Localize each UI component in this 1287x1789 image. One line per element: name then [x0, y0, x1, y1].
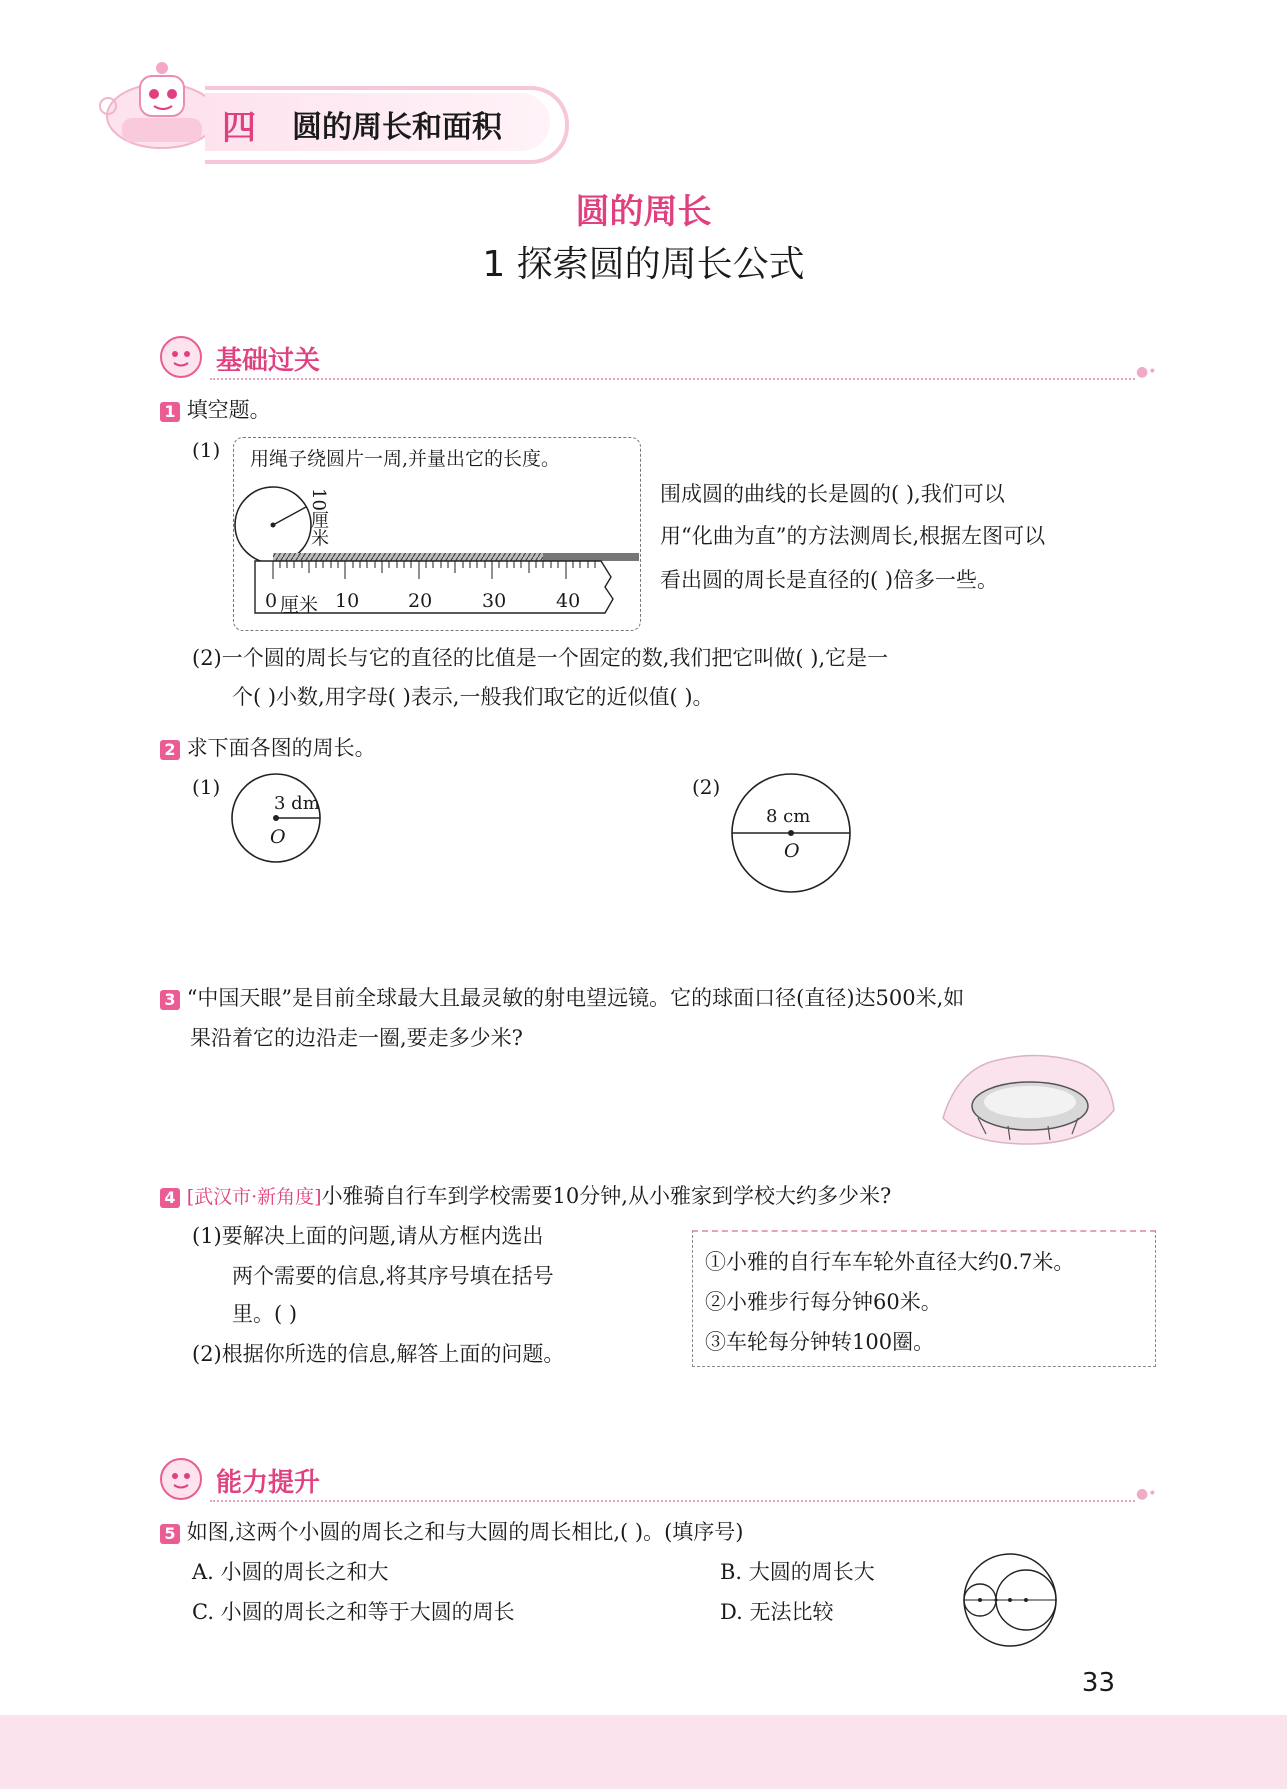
q2-fig1-center: O: [270, 826, 286, 848]
q1-title: 填空题。: [186, 398, 271, 422]
q2-circle-diameter-figure: [730, 772, 854, 900]
ruler-tick-20: 20: [408, 590, 433, 612]
q1-number: 1: [160, 402, 180, 422]
q4-part1-line2: 两个需要的信息,将其序号填在括号: [232, 1264, 554, 1288]
q2-circle-radius-figure: [230, 772, 326, 872]
divider-dots-icon-2: ●•: [1136, 1486, 1157, 1502]
q1-part1-line3: 看出圆的周长是直径的( )倍多一些。: [660, 568, 999, 592]
q5-option-b: B. 大圆的周长大: [720, 1560, 875, 1584]
q4-part1-line3: 里。( ): [232, 1302, 298, 1326]
q4-part2: (2)根据你所选的信息,解答上面的问题。: [192, 1342, 565, 1366]
chapter-title: 圆的周长和面积: [292, 110, 502, 145]
basic-section-icon: [158, 334, 204, 384]
q2-fig2-center: O: [784, 840, 800, 862]
q2-fig1-measure: 3 dm: [274, 793, 320, 814]
advanced-section-heading: 能力提升: [216, 1468, 321, 1498]
chapter-number: 四: [222, 108, 256, 148]
section-subtitle: 1 探索圆的周长公式: [482, 244, 805, 285]
basic-section-heading: 基础过关: [216, 346, 321, 376]
ruler-tick-40: 40: [556, 590, 581, 612]
ruler-tick-0: 0: [265, 590, 278, 612]
q5-option-a: A. 小圆的周长之和大: [192, 1560, 389, 1584]
q4-info-1: ①小雅的自行车车轮外直径大约0.7米。: [705, 1250, 1075, 1274]
q2-fig2-measure: 8 cm: [766, 806, 811, 827]
page-number: 33: [1081, 1668, 1115, 1698]
q5-circles-figure: [960, 1550, 1060, 1654]
q4-header: [160, 1176, 891, 1217]
q4-info-3: ③车轮每分钟转100圈。: [705, 1330, 935, 1354]
q1-header: [160, 390, 271, 430]
q1-part2-line2: 个( )小数,用字母( )表示,一般我们取它的近似值( )。: [232, 685, 714, 709]
q5-number: 5: [160, 1524, 180, 1544]
q4-source-tag: [武汉市·新角度]: [186, 1186, 322, 1208]
q4-number: 4: [160, 1188, 180, 1208]
q4-part1-line1: (1)要解决上面的问题,请从方框内选出: [192, 1224, 544, 1248]
q4-title: 小雅骑自行车到学校需要10分钟,从小雅家到学校大约多少米?: [321, 1184, 892, 1208]
q3-text-line2: 果沿着它的边沿走一圈,要走多少米?: [190, 1026, 523, 1050]
ruler-tick-10: 10: [335, 590, 360, 612]
q1-part2-line1: (2)一个圆的周长与它的直径的比值是一个固定的数,我们把它叫做( ),它是一: [192, 646, 889, 670]
q1-part1-line1: 围成圆的曲线的长是圆的( ),我们可以: [660, 482, 1005, 506]
ruler-tick-30: 30: [482, 590, 507, 612]
advanced-section-divider: [210, 1500, 1135, 1502]
q2-fig2-label: (2): [692, 775, 721, 799]
q5-header: [160, 1512, 743, 1552]
q2-header: [160, 728, 376, 768]
page-footer-band: [0, 1715, 1287, 1789]
section-title: 圆的周长: [575, 192, 712, 232]
q3-number: 3: [160, 990, 180, 1010]
figure-caption: 用绳子绕圆片一周,并量出它的长度。: [250, 448, 561, 470]
divider-dots-icon: ●•: [1136, 364, 1157, 380]
q1-part1-line2: 用“化曲为直”的方法测周长,根据左图可以: [660, 524, 1046, 548]
q5-option-d: D. 无法比较: [720, 1600, 834, 1624]
q1-part1-label: (1): [192, 438, 221, 462]
ruler-unit: 厘米: [280, 594, 319, 616]
q3-line1: [160, 978, 964, 1018]
q5-option-c: C. 小圆的周长之和等于大圆的周长: [192, 1600, 515, 1624]
q2-number: 2: [160, 740, 180, 760]
q4-info-2: ②小雅步行每分钟60米。: [705, 1290, 942, 1314]
radius-label: 10厘米: [308, 488, 329, 547]
q5-title: 如图,这两个小圆的周长之和与大圆的周长相比,( )。(填序号): [186, 1520, 744, 1544]
basic-section-divider: [210, 378, 1135, 380]
advanced-section-icon: [158, 1456, 204, 1506]
q2-title: 求下面各图的周长。: [186, 736, 376, 760]
q3-text-line1: “中国天眼”是目前全球最大且最灵敏的射电望远镜。它的球面口径(直径)达500米,如: [186, 986, 965, 1010]
telescope-illustration: [938, 1048, 1118, 1152]
q2-fig1-label: (1): [192, 775, 221, 799]
